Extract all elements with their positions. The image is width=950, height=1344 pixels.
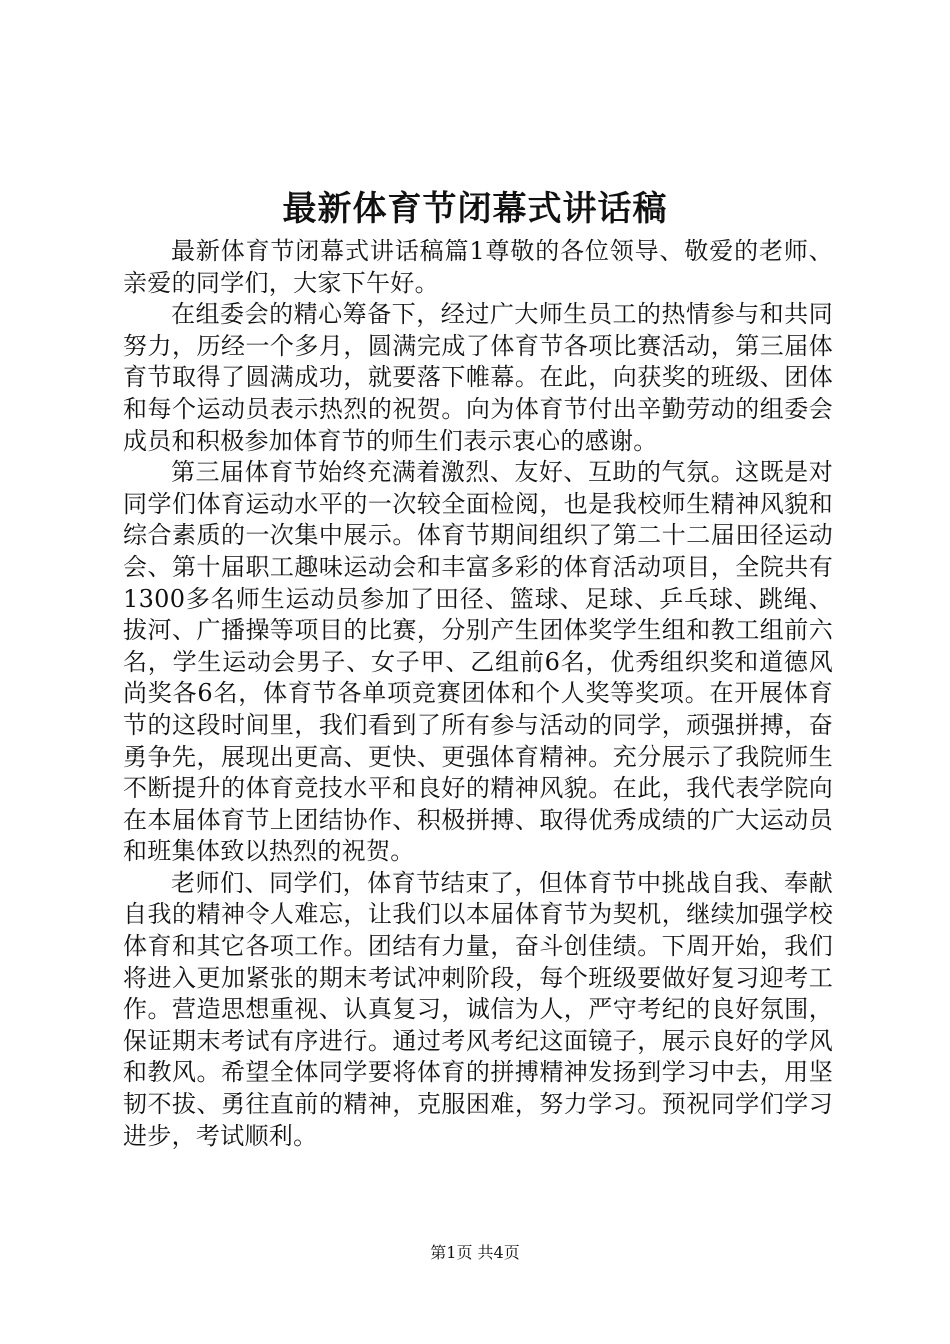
document-body (123, 236, 833, 1152)
document-title: 最新体育节闭幕式讲话稿 (282, 189, 668, 229)
paragraph: 第三届体育节始终充满着激烈、友好、互助的气氛。这既是对同学们体育运动水平的一次较全面检阅，也是我校师生精神风貌和综合素质的一次集中展示。体育节期间组织了第二十二届田径运动会、第十届职工趣味运动会和丰富多彩的体育活动项目，全院共有1300多名师生运动员参加了田径、篮球、足球、乒乓球、跳绳、拔河、广播操等项目的比赛，分别产生团体奖学生组和教工组前六名，学生运动会男子、女子甲、乙组前6名，优秀组织奖和道德风尚奖各6名，体育节各单项竞赛团体和个人奖等奖项。在开展体育节的这段时间里，我们看到了所有参与活动的同学，顽强拼搏，奋勇争先，展现出更高、更快、更强体育精神。充分展示了我院师生不断提升的体育竞技水平和良好的精神风貌。在此，我代表学院向在本届体育节上团结协作、积极拼搏、取得优秀成绩的广大运动员和班集体致以热烈的祝贺。 (123, 458, 833, 866)
paragraph: 老师们、同学们，体育节结束了，但体育节中挑战自我、奉献自我的精神令人难忘，让我们以本届体育节为契机，继续加强学校体育和其它各项工作。团结有力量，奋斗创佳绩。下周开始，我们将进入更加紧张的期末考试冲刺阶段，每个班级要做好复习迎考工作。营造思想重视、认真复习，诚信为人，严守考纪的良好氛围，保证期末考试有序进行。通过考风考纪这面镜子，展示良好的学风和教风。希望全体同学要将体育的拼搏精神发扬到学习中去，用坚韧不拔、勇往直前的精神，克服困难，努力学习。预祝同学们学习进步，考试顺利。 (123, 868, 833, 1150)
page-footer: 第1页 共4页 (430, 1243, 520, 1262)
paragraph: 在组委会的精心筹备下，经过广大师生员工的热情参与和共同努力，历经一个多月，圆满完成了体育节各项比赛活动，第三届体育节取得了圆满成功，就要落下帷幕。在此，向获奖的班级、团体和每个运动员表示热烈的祝贺。向为体育节付出辛勤劳动的组委会成员和积极参加体育节的师生们表示衷心的感谢。 (123, 300, 833, 455)
paragraph: 最新体育节闭幕式讲话稿篇1尊敬的各位领导、敬爱的老师、亲爱的同学们，大家下午好。 (123, 237, 833, 297)
